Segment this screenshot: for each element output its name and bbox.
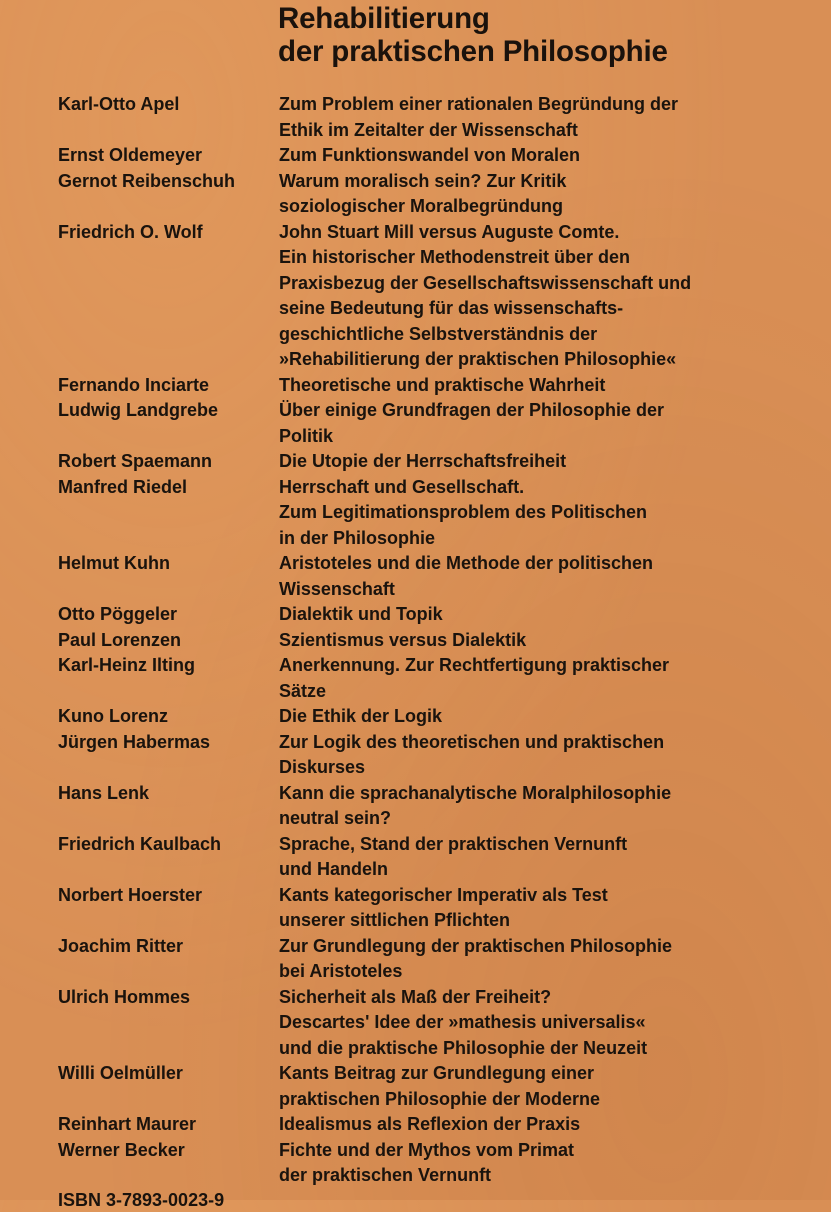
toc-entry: [0, 475, 831, 552]
toc-entry: [0, 373, 831, 399]
entry-author: Otto Pöggeler: [58, 604, 178, 624]
entry-title-line: Aristoteles und die Methode der politischen: [279, 553, 654, 573]
entry-title-line: Dialektik und Topik: [279, 604, 443, 624]
table-of-contents: [0, 92, 831, 1189]
entry-title-line: Zum Funktionswandel von Moralen: [279, 145, 581, 165]
entry-title-line: Wissenschaft: [279, 578, 395, 599]
entry-author: Hans Lenk: [58, 782, 150, 803]
isbn-number: ISBN 3-7893-0023-9: [58, 1190, 225, 1210]
toc-entry: [0, 169, 831, 220]
entry-title-line: Idealismus als Reflexion der Praxis: [279, 1114, 581, 1134]
entry-title-line: Ethik im Zeitalter der Wissenschaft: [279, 119, 578, 140]
entry-title: [279, 985, 749, 1062]
toc-entry: [0, 883, 831, 934]
entry-title-line: Herrschaft und Gesellschaft.: [279, 476, 525, 497]
entry-title-line: und Handeln: [279, 859, 388, 879]
entry-title: [279, 169, 749, 220]
entry-author: Helmut Kuhn: [58, 553, 170, 573]
entry-author: Joachim Ritter: [58, 935, 184, 956]
entry-author: Friedrich O. Wolf: [58, 221, 203, 242]
entry-title-line: Kants kategorischer Imperativ als Test: [279, 884, 608, 905]
entry-title-line: seine Bedeutung für das wissenschafts-: [279, 298, 624, 318]
entry-author: Paul Lorenzen: [58, 629, 182, 650]
toc-entry: [0, 92, 831, 143]
toc-entry: [0, 602, 831, 628]
entry-title: [279, 551, 749, 602]
entry-title-line: der praktischen Vernunft: [279, 1165, 492, 1185]
entry-title-line: Kants Beitrag zur Grundlegung einer: [279, 1063, 595, 1083]
entry-title: [279, 934, 749, 985]
entry-title-line: geschichtliche Selbstverständnis der: [279, 323, 598, 344]
entry-author: Karl-Otto Apel: [58, 94, 180, 114]
entry-author: Robert Spaemann: [58, 451, 213, 471]
book-title-line-1: Rehabilitierung: [278, 2, 490, 35]
entry-title-line: Sätze: [279, 680, 327, 701]
entry-title-line: Descartes' Idee der »mathesis universalis«: [279, 1012, 646, 1032]
entry-title: [279, 220, 749, 373]
entry-title: [279, 475, 749, 552]
entry-title-line: Die Ethik der Logik: [279, 706, 443, 726]
entry-title-line: neutral sein?: [279, 808, 392, 828]
book-title: [278, 2, 668, 68]
entry-title-line: und die praktische Philosophie der Neuzeit: [279, 1037, 648, 1058]
book-title-line-2: der praktischen Philosophie: [278, 35, 668, 68]
entry-title: [279, 730, 749, 781]
entry-title-line: John Stuart Mill versus Auguste Comte.: [279, 221, 620, 242]
toc-entry: [0, 730, 831, 781]
entry-author: Manfred Riedel: [58, 476, 188, 497]
entry-author: Kuno Lorenz: [58, 706, 168, 726]
entry-title-line: Kann die sprachanalytische Moralphilosophie: [279, 782, 672, 803]
entry-author: Norbert Hoerster: [58, 884, 203, 905]
entry-title-line: Warum moralisch sein? Zur Kritik: [279, 170, 567, 191]
toc-entry: [0, 1061, 831, 1112]
entry-author: Werner Becker: [58, 1139, 185, 1160]
entry-title-line: Ein historischer Methodenstreit über den: [279, 247, 631, 267]
entry-title-line: Sprache, Stand der praktischen Vernunft: [279, 833, 628, 854]
toc-entry: [0, 704, 831, 730]
entry-title-line: Zur Grundlegung der praktischen Philosophie: [279, 935, 673, 956]
entry-title-line: Szientismus versus Dialektik: [279, 629, 527, 650]
entry-title-line: »Rehabilitierung der praktischen Philosophie«: [279, 349, 677, 369]
entry-title: [279, 883, 749, 934]
entry-author: Ernst Oldemeyer: [58, 145, 203, 165]
entry-author: Ulrich Hommes: [58, 986, 191, 1007]
entry-title: [279, 143, 749, 169]
entry-title: [279, 1061, 749, 1112]
entry-title-line: Diskurses: [279, 757, 366, 777]
entry-title: [279, 832, 749, 883]
entry-title-line: unserer sittlichen Pflichten: [279, 910, 511, 930]
entry-title: [279, 373, 749, 399]
entry-title-line: Zum Legitimationsproblem des Politischen: [279, 502, 648, 522]
entry-title-line: Zur Logik des theoretischen und praktischen: [279, 731, 665, 752]
toc-entry: [0, 220, 831, 373]
toc-entry: [0, 832, 831, 883]
entry-author: Friedrich Kaulbach: [58, 833, 222, 854]
toc-entry: [0, 398, 831, 449]
entry-title: [279, 398, 749, 449]
entry-title-line: in der Philosophie: [279, 527, 436, 548]
toc-entry: [0, 934, 831, 985]
entry-title-line: Praxisbezug der Gesellschaftswissenschaft und: [279, 272, 692, 293]
toc-entry: [0, 551, 831, 602]
entry-title-line: Fichte und der Mythos vom Primat: [279, 1139, 575, 1160]
entry-title: [279, 1112, 749, 1138]
entry-title-line: Über einige Grundfragen der Philosophie der: [279, 400, 665, 420]
entry-title-line: soziologischer Moralbegründung: [279, 196, 564, 216]
entry-title-line: praktischen Philosophie der Moderne: [279, 1088, 601, 1109]
toc-entry: [0, 653, 831, 704]
entry-title-line: bei Aristoteles: [279, 961, 403, 981]
toc-entry: [0, 1138, 831, 1189]
entry-title-line: Theoretische und praktische Wahrheit: [279, 374, 606, 395]
entry-author: Willi Oelmüller: [58, 1063, 183, 1083]
toc-entry: [0, 143, 831, 169]
entry-author: Fernando Inciarte: [58, 374, 210, 395]
toc-entry: [0, 985, 831, 1062]
entry-title-line: Die Utopie der Herrschaftsfreiheit: [279, 451, 567, 471]
entry-title: [279, 781, 749, 832]
toc-entry: [0, 1112, 831, 1138]
toc-entry: [0, 449, 831, 475]
entry-title: [279, 1138, 749, 1189]
toc-entry: [0, 781, 831, 832]
entry-title: [279, 704, 749, 730]
entry-author: Gernot Reibenschuh: [58, 170, 236, 191]
entry-title-line: Politik: [279, 425, 334, 446]
entry-title-line: Anerkennung. Zur Rechtfertigung praktischer: [279, 655, 670, 675]
entry-title: [279, 602, 749, 628]
toc-entry: [0, 628, 831, 654]
entry-title: [279, 628, 749, 654]
entry-title: [279, 449, 749, 475]
entry-title: [279, 653, 749, 704]
entry-title-line: Sicherheit als Maß der Freiheit?: [279, 986, 552, 1007]
entry-title-line: Zum Problem einer rationalen Begründung der: [279, 94, 679, 114]
entry-author: Ludwig Landgrebe: [58, 400, 218, 420]
entry-author: Jürgen Habermas: [58, 731, 211, 752]
entry-author: Reinhart Maurer: [58, 1114, 197, 1134]
entry-title: [279, 92, 749, 143]
entry-author: Karl-Heinz Ilting: [58, 655, 196, 675]
